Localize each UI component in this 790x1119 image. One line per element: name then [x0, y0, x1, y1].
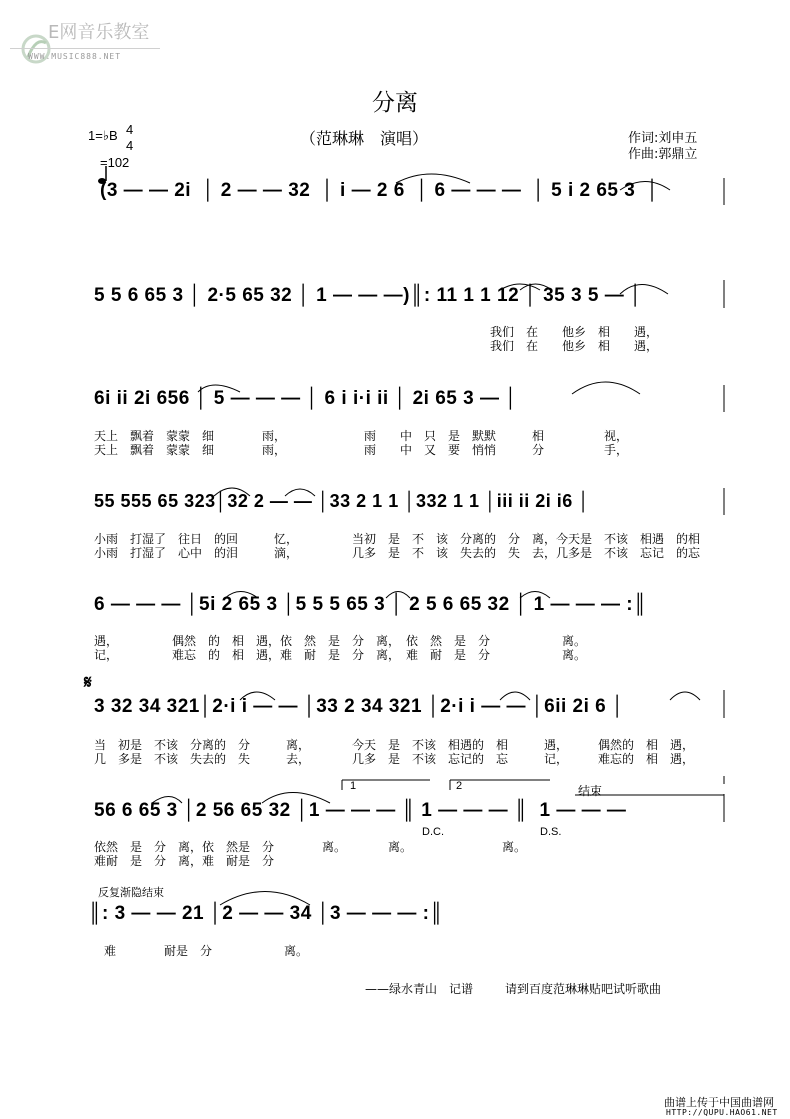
score-line-7-lyrics-verse2: 难耐 是 分 离，难 耐是 分: [94, 854, 275, 868]
end-label: 结束: [578, 784, 603, 798]
segno-icon: 𝄋: [84, 672, 92, 693]
time-signature-top: 4: [126, 122, 134, 137]
score-line-2-lyrics-verse1: 我们 在 他乡 相 遇，: [490, 325, 659, 339]
score-line-3-lyrics-verse2: 天上 飘着 蒙蒙 细 雨， 雨 中 又 要 悄悄 分 手，: [94, 443, 629, 457]
score-line-6-notes: 3 32 34 321│2·i i — — │33 2 34 321 │2·i i — — │6ii 2i 6 │: [94, 696, 625, 717]
score-line-4-notes: 55 555 65 323│32 2 — — │33 2 1 1 │332 1 1 │iii ii 2i i6 │: [94, 491, 591, 511]
score-line-8-lyrics: 难 耐是 分 离。: [104, 944, 309, 958]
score-line-5-lyrics-verse1: 遇， 偶然 的 相 遇，依 然 是 分 离， 依 然 是 分 离。: [94, 634, 587, 648]
transcriber-credit: ——绿水青山 记谱: [365, 982, 474, 996]
upload-source-url: HTTP://QUPU.HAO61.NET: [666, 1108, 778, 1117]
lyricist-credit: 作词:刘申五: [628, 131, 698, 146]
performer-subtitle: （范琳琳 演唱）: [300, 129, 429, 148]
score-line-1-notes: (3 — — 2i │ 2 — — 32 │ i — 2 6 │ 6 — — — │ 5 i 2 65 3 │: [100, 180, 660, 201]
key-signature: 1=♭B: [88, 128, 118, 143]
second-ending-number: 2: [456, 780, 463, 792]
watermark-site-name: E网音乐教室: [48, 22, 150, 43]
score-line-6-lyrics-verse2: 几 多是 不该 失去的 失 去， 几多 是 不该 忘记的 忘 记， 难忘的 相 遇，: [94, 752, 695, 766]
score-line-5-lyrics-verse2: 记， 难忘 的 相 遇，难 耐 是 分 离， 难 耐 是 分 离。: [94, 648, 587, 662]
score-line-2-notes: 5 5 6 65 3 │ 2·5 65 32 │ 1 — — —)║: 11 1 1 12 │ 35 3 5 — │: [94, 285, 643, 306]
watermark-url: WWW.MUSIC888.NET: [28, 52, 122, 61]
composer-credit: 作曲:郭鼎立: [628, 147, 698, 162]
score-line-3-lyrics-verse1: 天上 飘着 蒙蒙 细 雨， 雨 中 只 是 默默 相 视，: [94, 429, 629, 443]
score-line-7-lyrics-verse1: 依然 是 分 离，依 然是 分 离。 离。 离。: [94, 840, 527, 854]
upload-source-text: 曲谱上传于中国曲谱网: [664, 1096, 774, 1109]
time-signature-bottom: 4: [126, 138, 134, 153]
first-ending-number: 1: [350, 780, 357, 792]
score-line-2-lyrics-verse2: 我们 在 他乡 相 遇，: [490, 339, 659, 353]
tempo-marking: =102: [100, 155, 130, 170]
score-line-3-notes: 6i ii 2i 656 │ 5 — — — │ 6 i i·i ii │ 2i 65 3 — │: [94, 388, 518, 409]
score-line-7-notes: 56 6 65 3 │2 56 65 32 │1 — — — ║ 1 — — — ║ 1 — — —: [94, 800, 627, 821]
score-line-4-lyrics-verse2: 小雨 打湿了 心中 的泪 滴， 几多 是 不 该 失去的 失 去，几多是 不该 忘记 的忘: [94, 546, 701, 560]
song-title: 分离: [372, 90, 418, 116]
score-line-4-lyrics-verse1: 小雨 打湿了 往日 的回 忆， 当初 是 不 该 分离的 分 离，今天是 不该 相遇 的相: [94, 532, 701, 546]
listening-note: 请到百度范琳琳贴吧试听歌曲: [505, 982, 662, 996]
score-line-5-notes: 6 — — — │5i 2 65 3 │5 5 5 65 3 │ 2 5 6 65 32 │ 1 — — — :║: [94, 594, 648, 615]
dal-segno-marking: D.S.: [540, 826, 562, 838]
fade-repeat-label: 反复渐隐结束: [98, 886, 164, 899]
da-capo-marking: D.C.: [422, 826, 444, 838]
score-line-8-notes: ║: 3 — — 21 │2 — — 34 │3 — — — :║: [88, 903, 444, 924]
score-line-6-lyrics-verse1: 当 初是 不该 分离的 分 离， 今天 是 不该 相遇的 相 遇， 偶然的 相 遇，: [94, 738, 695, 752]
